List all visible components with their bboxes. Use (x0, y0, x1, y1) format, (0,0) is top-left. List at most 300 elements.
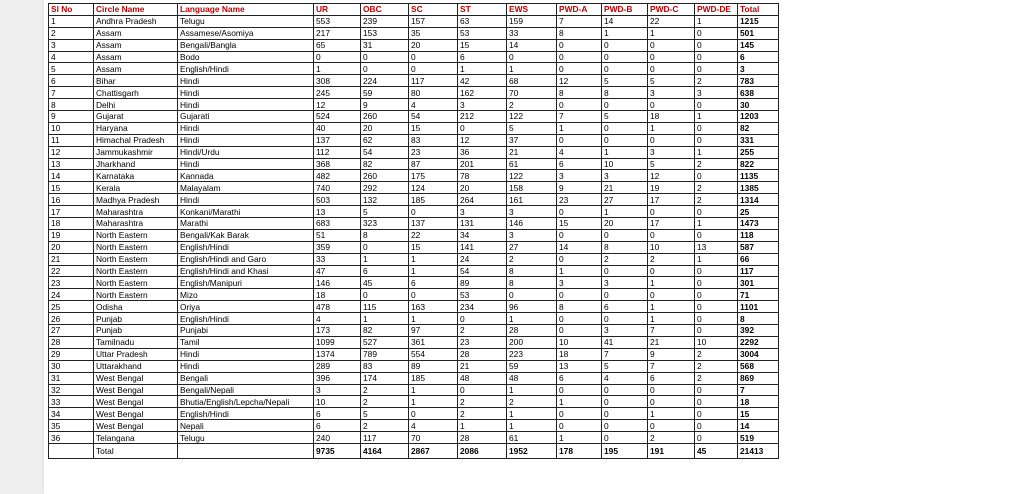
table-cell: 789 (361, 348, 409, 360)
table-row (49, 182, 779, 194)
table-cell: Bhutia/English/Lepcha/Nepali (178, 396, 314, 408)
table-cell: 1 (602, 146, 648, 158)
table-cell: 323 (361, 218, 409, 230)
table-cell: 4 (602, 372, 648, 384)
table-cell: 7 (557, 111, 602, 123)
table-cell: 1374 (314, 348, 361, 360)
table-cell: 23 (409, 146, 458, 158)
table-cell: 28 (507, 325, 557, 337)
table-cell: 0 (648, 134, 695, 146)
table-cell: 1 (557, 432, 602, 444)
table-cell: 308 (314, 75, 361, 87)
table-cell: 3 (458, 206, 507, 218)
column-header: Sl No (49, 4, 94, 16)
table-cell: 21 (648, 336, 695, 348)
table-cell: 3 (507, 206, 557, 218)
table-cell: 158 (507, 182, 557, 194)
table-cell: 12 (314, 99, 361, 111)
table-cell: 83 (409, 134, 458, 146)
column-header: PWD-B (602, 4, 648, 16)
table-cell: North Eastern (94, 253, 178, 265)
table-cell: Bihar (94, 75, 178, 87)
table-cell: 36 (49, 432, 94, 444)
table-cell: 3 (557, 277, 602, 289)
table-cell: 1 (695, 253, 738, 265)
table-cell: 527 (361, 336, 409, 348)
table-cell: 361 (409, 336, 458, 348)
table-cell: 117 (361, 432, 409, 444)
table-cell: 289 (314, 360, 361, 372)
table-row (49, 289, 779, 301)
table-cell: English/Manipuri (178, 277, 314, 289)
table-cell: 3004 (738, 348, 779, 360)
table-row (49, 87, 779, 99)
table-cell: 0 (409, 63, 458, 75)
table-row (49, 51, 779, 63)
table-cell: Malayalam (178, 182, 314, 194)
table-cell: 10 (602, 158, 648, 170)
table-cell: 0 (648, 265, 695, 277)
table-cell: 8 (361, 229, 409, 241)
table-cell: 368 (314, 158, 361, 170)
totals-cell: 2086 (458, 443, 507, 458)
table-cell: 201 (458, 158, 507, 170)
table-row (49, 408, 779, 420)
table-cell: 0 (409, 51, 458, 63)
table-cell: 554 (409, 348, 458, 360)
table-cell: 0 (361, 241, 409, 253)
table-cell: 587 (738, 241, 779, 253)
table-cell: Hindi (178, 158, 314, 170)
table-cell: 5 (361, 206, 409, 218)
table-cell: 5 (49, 63, 94, 75)
table-cell: 359 (314, 241, 361, 253)
column-header: ST (458, 4, 507, 16)
table-cell: 482 (314, 170, 361, 182)
totals-cell: Total (94, 443, 178, 458)
table-cell: West Bengal (94, 372, 178, 384)
table-cell: 0 (409, 206, 458, 218)
table-cell: 0 (648, 229, 695, 241)
table-cell: 1 (557, 396, 602, 408)
table-cell: 0 (695, 420, 738, 432)
table-cell: 15 (49, 182, 94, 194)
table-cell: 21 (458, 360, 507, 372)
table-cell: 61 (507, 158, 557, 170)
table-cell: 8 (602, 87, 648, 99)
table-cell: 7 (738, 384, 779, 396)
column-header: EWS (507, 4, 557, 16)
table-cell: 869 (738, 372, 779, 384)
table-cell: Tamil (178, 336, 314, 348)
table-cell: 70 (409, 432, 458, 444)
table-cell: 112 (314, 146, 361, 158)
table-cell: 2 (695, 182, 738, 194)
table-cell: 0 (557, 420, 602, 432)
totals-cell: 45 (695, 443, 738, 458)
table-cell: 14 (557, 241, 602, 253)
table-cell: 0 (695, 277, 738, 289)
table-cell: 78 (458, 170, 507, 182)
table-row (49, 122, 779, 134)
table-cell: 0 (361, 51, 409, 63)
column-header: Language Name (178, 4, 314, 16)
table-cell: 5 (507, 122, 557, 134)
table-cell: 19 (648, 182, 695, 194)
table-cell: Bengali/Nepali (178, 384, 314, 396)
table-cell: 6 (458, 51, 507, 63)
table-cell: 3 (648, 87, 695, 99)
column-header: UR (314, 4, 361, 16)
table-cell: 8 (557, 301, 602, 313)
table-cell: 0 (361, 63, 409, 75)
table-cell: 0 (602, 63, 648, 75)
table-cell: 2 (695, 194, 738, 206)
table-cell: 240 (314, 432, 361, 444)
table-cell: 27 (507, 241, 557, 253)
table-cell: 1 (648, 27, 695, 39)
table-cell: 23 (458, 336, 507, 348)
table-cell: 59 (361, 87, 409, 99)
table-cell: 6 (557, 158, 602, 170)
table-cell: 553 (314, 15, 361, 27)
table-cell: 8 (507, 265, 557, 277)
table-cell: 175 (409, 170, 458, 182)
table-cell: 17 (648, 194, 695, 206)
table-cell: 0 (695, 301, 738, 313)
table-cell: 10 (314, 396, 361, 408)
table-cell: 0 (602, 420, 648, 432)
table-cell: 80 (409, 87, 458, 99)
table-cell: 89 (409, 360, 458, 372)
column-header: Total (738, 4, 779, 16)
table-cell: 61 (507, 432, 557, 444)
table-cell: 5 (648, 158, 695, 170)
table-cell: 0 (695, 170, 738, 182)
table-cell: 48 (507, 372, 557, 384)
table-cell: 0 (695, 99, 738, 111)
table-cell: 28 (458, 348, 507, 360)
table-cell: 71 (738, 289, 779, 301)
table-cell: 3 (507, 229, 557, 241)
table-cell: 32 (49, 384, 94, 396)
table-cell: 1 (507, 384, 557, 396)
table-row (49, 63, 779, 75)
table-cell: 0 (695, 51, 738, 63)
table-cell: 82 (361, 325, 409, 337)
table-cell: 0 (602, 134, 648, 146)
table-cell: 141 (458, 241, 507, 253)
table-cell: 0 (458, 313, 507, 325)
table-cell: Hindi (178, 122, 314, 134)
table-cell: 4 (557, 146, 602, 158)
table-cell: 0 (695, 265, 738, 277)
table-cell: 70 (507, 87, 557, 99)
table-cell: 51 (314, 229, 361, 241)
table-cell: 25 (49, 301, 94, 313)
totals-cell: 1952 (507, 443, 557, 458)
table-cell: 27 (602, 194, 648, 206)
table-cell: Gujarat (94, 111, 178, 123)
table-cell: North Eastern (94, 265, 178, 277)
table-row (49, 253, 779, 265)
table-cell: 292 (361, 182, 409, 194)
table-cell: 1 (695, 146, 738, 158)
table-cell: English/Hindi and Garo (178, 253, 314, 265)
table-cell: 2 (361, 384, 409, 396)
column-header: Circle Name (94, 4, 178, 16)
table-cell: 37 (507, 134, 557, 146)
table-cell: 13 (49, 158, 94, 170)
table-cell: 8 (557, 87, 602, 99)
table-cell: 0 (602, 432, 648, 444)
table-cell: 20 (49, 241, 94, 253)
table-cell: 1 (409, 313, 458, 325)
table-cell: West Bengal (94, 384, 178, 396)
totals-cell: 191 (648, 443, 695, 458)
table-cell: 264 (458, 194, 507, 206)
table-cell: 10 (49, 122, 94, 134)
table-cell: West Bengal (94, 396, 178, 408)
table-cell: Hindi (178, 99, 314, 111)
table-cell: 0 (557, 289, 602, 301)
table-cell: 2 (49, 27, 94, 39)
table-cell: Maharashtra (94, 206, 178, 218)
table-cell: 153 (361, 27, 409, 39)
table-cell: 42 (458, 75, 507, 87)
table-cell: Oriya (178, 301, 314, 313)
table-cell: 0 (695, 325, 738, 337)
table-cell: 34 (458, 229, 507, 241)
table-cell: 2 (458, 396, 507, 408)
table-cell: 0 (695, 289, 738, 301)
table-cell: 8 (49, 99, 94, 111)
table-row (49, 27, 779, 39)
table-cell: 2 (695, 348, 738, 360)
table-cell: 301 (738, 277, 779, 289)
table-cell: 0 (557, 39, 602, 51)
table-cell: 122 (507, 170, 557, 182)
table-cell: 1 (695, 218, 738, 230)
table-cell: 1 (458, 420, 507, 432)
table-cell: 54 (458, 265, 507, 277)
table-cell: Madhya Pradesh (94, 194, 178, 206)
table-cell: 161 (507, 194, 557, 206)
table-cell: Karnataka (94, 170, 178, 182)
table-cell: 503 (314, 194, 361, 206)
table-cell: 54 (361, 146, 409, 158)
table-cell: 41 (602, 336, 648, 348)
table-cell: 96 (507, 301, 557, 313)
table-cell: 89 (458, 277, 507, 289)
table-cell: Assamese/Asomiya (178, 27, 314, 39)
table-cell: 10 (695, 336, 738, 348)
table-cell: Bengali (178, 372, 314, 384)
table-cell: 9 (361, 99, 409, 111)
table-cell: 13 (557, 360, 602, 372)
table-cell: 31 (361, 39, 409, 51)
table-cell: 10 (648, 241, 695, 253)
table-cell: 47 (314, 265, 361, 277)
table-cell: 0 (695, 39, 738, 51)
table-cell: 33 (49, 396, 94, 408)
table-row (49, 313, 779, 325)
table-cell: 23 (557, 194, 602, 206)
table-cell: 1101 (738, 301, 779, 313)
table-cell: Uttar Pradesh (94, 348, 178, 360)
table-cell: 255 (738, 146, 779, 158)
table-cell: 1 (361, 253, 409, 265)
table-row (49, 146, 779, 158)
table-cell: 212 (458, 111, 507, 123)
table-cell: 1 (648, 277, 695, 289)
table-cell: 54 (409, 111, 458, 123)
table-cell: 501 (738, 27, 779, 39)
table-cell: 27 (49, 325, 94, 337)
table-cell: 3 (458, 99, 507, 111)
table-row (49, 15, 779, 27)
table-cell: Punjab (94, 313, 178, 325)
vacancy-table (48, 3, 779, 459)
table-cell: 0 (648, 99, 695, 111)
table-cell: 1 (409, 253, 458, 265)
table-cell: 0 (648, 420, 695, 432)
table-cell: 0 (648, 206, 695, 218)
table-cell: North Eastern (94, 229, 178, 241)
table-cell: 0 (557, 63, 602, 75)
table-cell: 0 (507, 289, 557, 301)
table-cell: 0 (648, 384, 695, 396)
table-cell: Assam (94, 27, 178, 39)
table-cell: 1 (507, 420, 557, 432)
table-cell: Andhra Pradesh (94, 15, 178, 27)
table-cell: 1 (409, 396, 458, 408)
table-cell: Maharashtra (94, 218, 178, 230)
table-cell: 1 (507, 408, 557, 420)
table-cell: 2 (361, 396, 409, 408)
table-cell: 28 (458, 432, 507, 444)
column-header: PWD-DE (695, 4, 738, 16)
table-cell: 15 (409, 122, 458, 134)
table-cell: 15 (409, 241, 458, 253)
table-cell: 1314 (738, 194, 779, 206)
table-cell: 568 (738, 360, 779, 372)
table-cell: Gujarati (178, 111, 314, 123)
table-cell: 2292 (738, 336, 779, 348)
table-cell: 15 (738, 408, 779, 420)
table-row (49, 396, 779, 408)
table-cell: 35 (49, 420, 94, 432)
table-cell: 20 (409, 39, 458, 51)
table-row (49, 432, 779, 444)
table-row (49, 348, 779, 360)
table-cell: 0 (557, 325, 602, 337)
table-cell: 0 (695, 396, 738, 408)
table-cell: 124 (409, 182, 458, 194)
table-cell: 396 (314, 372, 361, 384)
table-cell: Delhi (94, 99, 178, 111)
table-cell: 0 (602, 229, 648, 241)
table-cell: 2 (695, 75, 738, 87)
table-row (49, 194, 779, 206)
table-cell: 6 (602, 301, 648, 313)
table-cell: Hindi (178, 360, 314, 372)
table-cell: 21 (49, 253, 94, 265)
table-cell: 21 (507, 146, 557, 158)
table-cell: Uttarakhand (94, 360, 178, 372)
table-cell: 8 (738, 313, 779, 325)
table-cell: 2 (648, 432, 695, 444)
table-row (49, 111, 779, 123)
table-cell: 4 (409, 420, 458, 432)
table-cell: 19 (49, 229, 94, 241)
table-cell: 7 (648, 360, 695, 372)
table-cell: 0 (507, 51, 557, 63)
table-cell: Bengali/Kak Barak (178, 229, 314, 241)
table-cell: 0 (648, 63, 695, 75)
table-cell: 3 (49, 39, 94, 51)
table-cell: 224 (361, 75, 409, 87)
table-cell: 12 (49, 146, 94, 158)
totals-row (49, 443, 779, 458)
table-cell: 1 (648, 408, 695, 420)
table-cell: 0 (557, 99, 602, 111)
table-cell: 1 (361, 313, 409, 325)
table-cell: Marathi (178, 218, 314, 230)
table-cell: 20 (602, 218, 648, 230)
table-cell: 0 (648, 289, 695, 301)
table-cell: 2 (695, 360, 738, 372)
table-cell: 1 (557, 122, 602, 134)
table-cell: 132 (361, 194, 409, 206)
table-cell: 1 (695, 15, 738, 27)
table-cell: 5 (361, 408, 409, 420)
table-cell: 163 (409, 301, 458, 313)
table-cell: 24 (458, 253, 507, 265)
table-row (49, 325, 779, 337)
table-cell: 2 (695, 372, 738, 384)
table-cell: 15 (557, 218, 602, 230)
table-cell: 0 (695, 206, 738, 218)
table-cell: 14 (49, 170, 94, 182)
totals-cell (178, 443, 314, 458)
table-cell: English/Hindi (178, 313, 314, 325)
table-cell: Hindi (178, 134, 314, 146)
table-cell: 1 (507, 63, 557, 75)
table-cell: 14 (602, 15, 648, 27)
table-cell: 0 (648, 396, 695, 408)
table-cell: 683 (314, 218, 361, 230)
table-cell: 173 (314, 325, 361, 337)
table-cell: 3 (602, 277, 648, 289)
table-cell: 0 (695, 63, 738, 75)
table-cell: Hindi/Urdu (178, 146, 314, 158)
table-cell: English/Hindi (178, 241, 314, 253)
table-cell: 82 (738, 122, 779, 134)
table-cell: 1 (409, 384, 458, 396)
table-cell: 18 (557, 348, 602, 360)
table-row (49, 372, 779, 384)
table-cell: 0 (602, 313, 648, 325)
table-cell: 29 (49, 348, 94, 360)
table-cell: 8 (602, 241, 648, 253)
table-row (49, 336, 779, 348)
table-row (49, 39, 779, 51)
table-cell: 260 (361, 111, 409, 123)
table-cell: 13 (695, 241, 738, 253)
table-cell: West Bengal (94, 420, 178, 432)
table-cell: 234 (458, 301, 507, 313)
